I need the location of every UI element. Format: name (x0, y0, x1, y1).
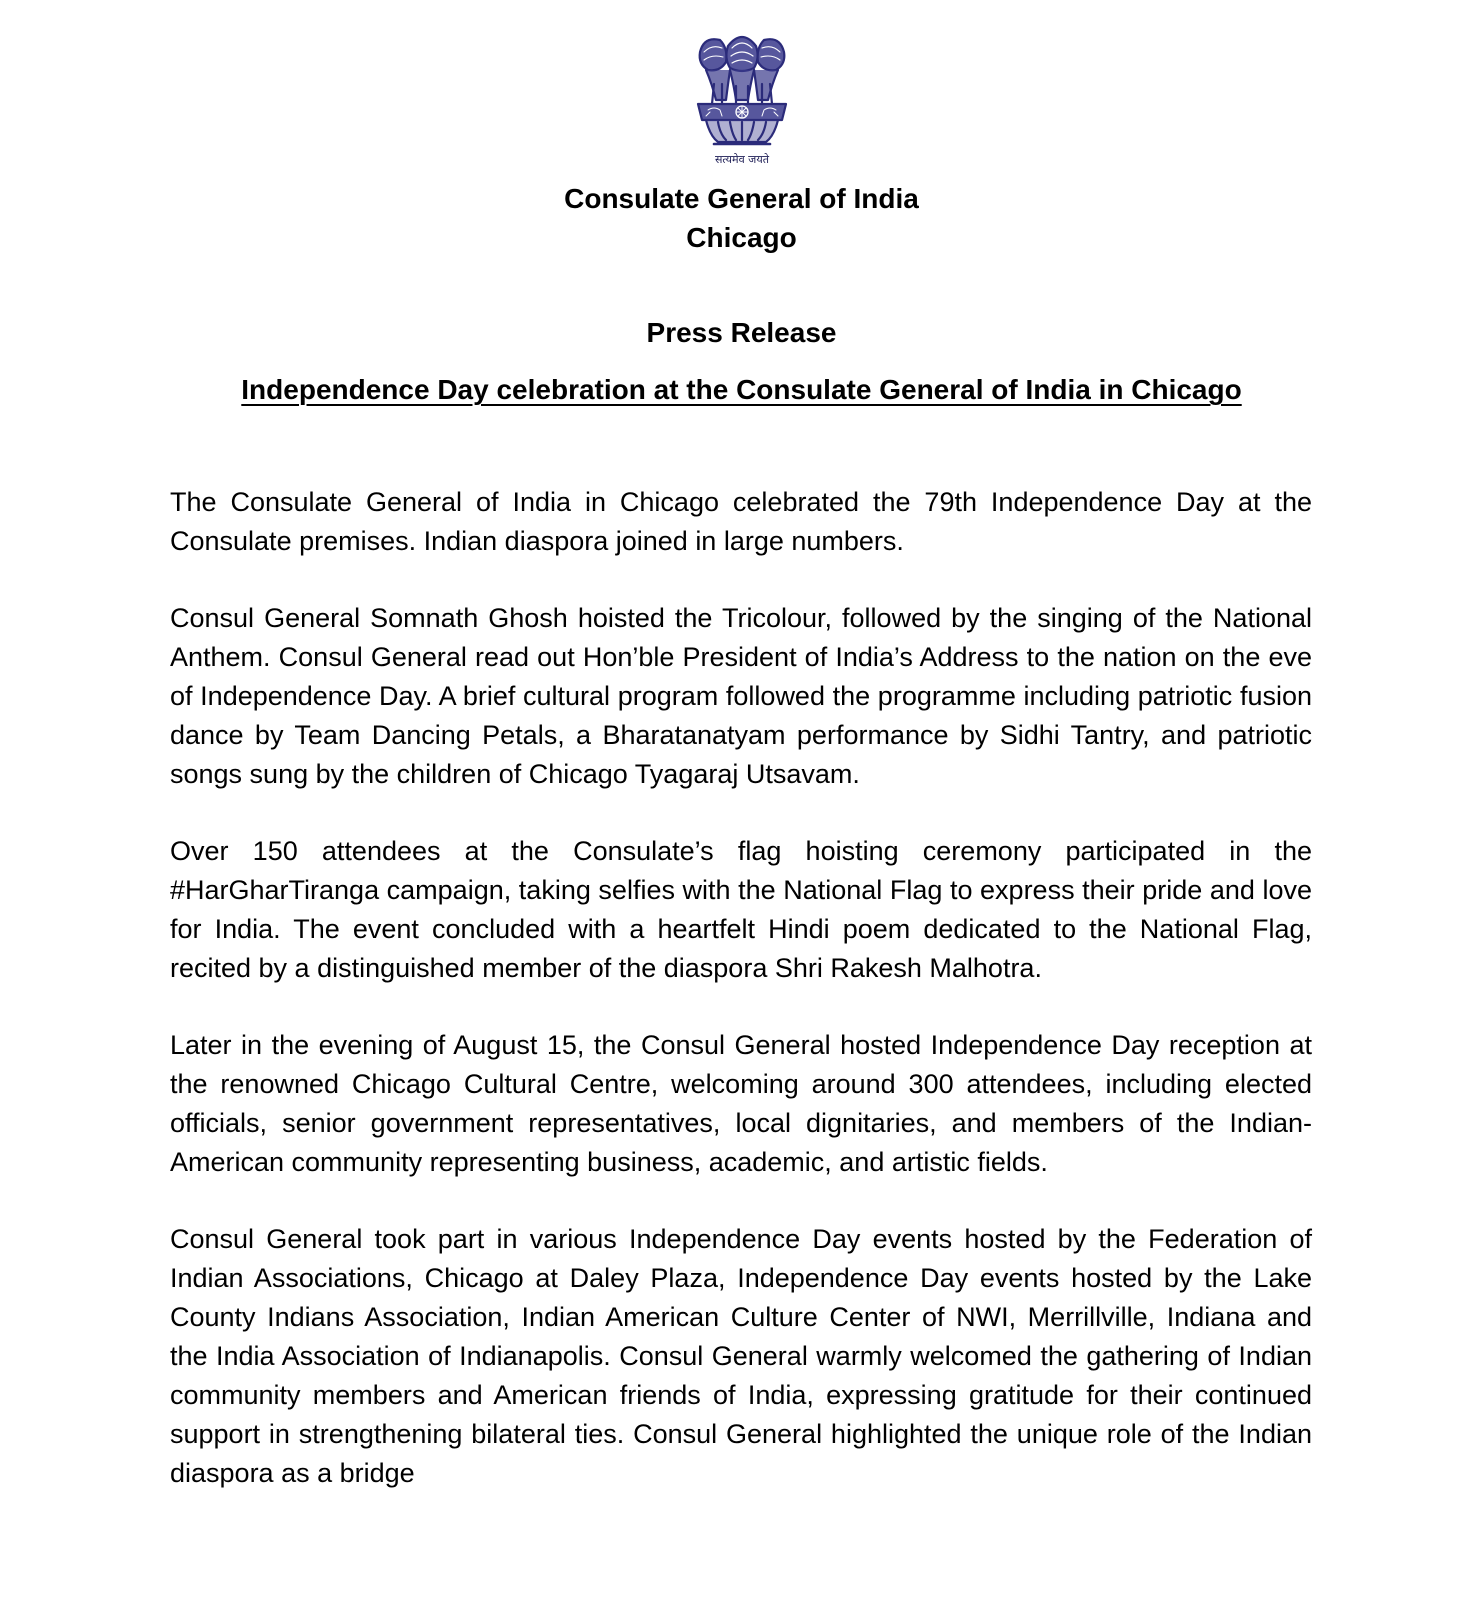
paragraph-har-ghar-tiranga: Over 150 attendees at the Consulate’s flag hoisting ceremony participated in the #HarGharTiranga campaign, taking selfies with the National Flag to express their pride and love for India. The event concluded with a heartfelt Hindi poem dedicated to the National Flag, recited by a distinguished member of the diaspora Shri Rakesh Malhotra. (170, 836, 1312, 983)
paragraph-intro: The Consulate General of India in Chicago celebrated the 79th Independence Day at the Consulate premises. Indian diaspora joined in large numbers. (170, 487, 1312, 556)
organization-name: Consulate General of India (564, 183, 919, 214)
paragraph-community-events: Consul General took part in various Independence Day events hosted by the Federation of Indian Associations, Chicago at Daley Plaza, Independence Day events hosted by the Lake County Indians Association, Indian American Culture Center of NWI, Merrillville, Indiana and the India Association of Indianapolis. Consul General warmly welcomed the gathering of Indian community members and American friends of India, expressing gratitude for their continued support in strengthening bilateral ties. Consul General highlighted the unique role of the Indian diaspora as a bridge (170, 1224, 1312, 1488)
organization-city: Chicago (686, 222, 797, 253)
emblem-motto: सत्यमेव जयते (714, 153, 769, 166)
paragraph-flag-hoisting: Consul General Somnath Ghosh hoisted the Tricolour, followed by the singing of the National Anthem. Consul General read out Hon’ble President of India’s Address to the nation on the eve of Independence Day. A brief cultural program followed the programme including patriotic fusion dance by Team Dancing Petals, a Bharatanatyam performance by Sidhi Tantry, and patriotic songs sung by the children of Chicago Tyagaraj Utsavam. (170, 603, 1312, 789)
paragraph-evening-reception: Later in the evening of August 15, the Consul General hosted Independence Day reception at the renowned Chicago Cultural Centre, welcoming around 300 attendees, including elected officials, senior government representatives, local dignitaries, and members of the Indian-American community representing business, academic, and artistic fields. (170, 1030, 1312, 1177)
press-release-body (170, 483, 1312, 1531)
press-release-title: Independence Day celebration at the Consulate General of India in Chicago (241, 374, 1242, 405)
national-emblem-icon (690, 24, 794, 172)
document-type: Press Release (646, 317, 837, 348)
